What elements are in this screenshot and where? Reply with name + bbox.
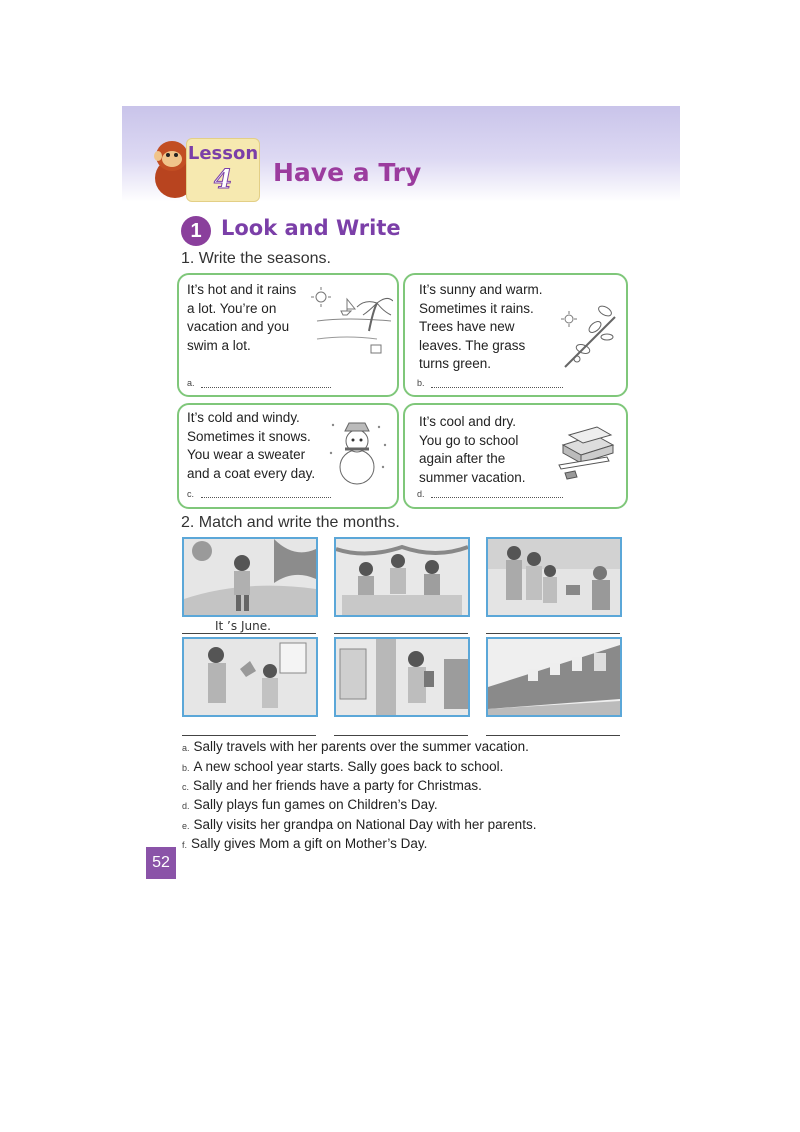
month-answer-line[interactable] — [182, 735, 316, 736]
sentence-letter: c. — [182, 782, 190, 792]
sentence-text: Sally gives Mom a gift on Mother’s Day. — [191, 836, 428, 851]
answer-blank-line[interactable] — [431, 497, 563, 498]
sentence-text: Sally plays fun games on Children’s Day. — [193, 797, 438, 812]
lesson-label: Lesson — [187, 143, 259, 164]
photo-national-day — [486, 537, 622, 617]
sentence-text: Sally travels with her parents over the summer vacation. — [193, 739, 529, 754]
sentence-letter: d. — [182, 801, 190, 811]
question-2-title: 2. Match and write the months. — [181, 514, 400, 531]
sentence-letter: f. — [182, 840, 188, 850]
photo-summer-travel — [486, 637, 622, 717]
answer-letter: c. — [187, 489, 195, 499]
answer-letter: a. — [187, 378, 195, 388]
section-number: 1 — [181, 216, 211, 246]
snowman-illustration-icon — [327, 417, 391, 487]
season-card-text: It’s sunny and warm. Sometimes it rains. Trees have new leaves. The grass turns green. — [419, 282, 543, 371]
sentence-item — [182, 778, 482, 793]
page-number: 52 — [146, 847, 176, 879]
sentence-text: Sally and her friends have a party for Christmas. — [193, 778, 482, 793]
photo-mothers-day — [182, 637, 318, 717]
photo-childrens-day — [182, 537, 318, 617]
answer-letter: b. — [417, 378, 425, 388]
season-card-text: It’s hot and it rains a lot. You’re on vacation and you swim a lot. — [187, 282, 297, 353]
spring-flowers-illustration-icon — [555, 297, 623, 373]
example-answer: It ’s June. — [215, 619, 271, 633]
section-title: Look and Write — [221, 216, 401, 240]
beach-illustration-icon — [307, 281, 393, 361]
season-card-text: It’s cold and windy. Sometimes it snows. You wear a sweater and a coat every day. — [187, 410, 316, 481]
season-card-c — [177, 403, 399, 509]
month-answer-line[interactable] — [182, 633, 316, 634]
sentence-text: A new school year starts. Sally goes back to school. — [193, 759, 504, 774]
sentence-item — [182, 836, 427, 851]
photo-school-starts — [334, 637, 470, 717]
sentence-item — [182, 739, 529, 754]
answer-letter: d. — [417, 489, 425, 499]
answer-blank-line[interactable] — [201, 387, 331, 388]
lesson-badge — [186, 138, 260, 202]
season-card-a — [177, 273, 399, 397]
school-supplies-illustration-icon — [555, 415, 621, 481]
sentence-letter: e. — [182, 821, 190, 831]
month-answer-line[interactable] — [334, 735, 468, 736]
sentence-item — [182, 797, 438, 812]
sentence-text: Sally visits her grandpa on National Day with her parents. — [193, 817, 537, 832]
month-answer-line[interactable] — [486, 633, 620, 634]
season-card-d — [403, 403, 628, 509]
season-card-b — [403, 273, 628, 397]
page-title: Have a Try — [273, 158, 422, 187]
question-1-title: 1. Write the seasons. — [181, 250, 331, 267]
answer-blank-line[interactable] — [201, 497, 331, 498]
lesson-number: 4 — [213, 165, 233, 195]
sentence-item — [182, 759, 503, 774]
answer-blank-line[interactable] — [431, 387, 563, 388]
sentence-letter: b. — [182, 763, 190, 773]
sentence-item — [182, 817, 536, 832]
month-answer-line[interactable] — [486, 735, 620, 736]
month-answer-line[interactable] — [334, 633, 468, 634]
photo-christmas-party — [334, 537, 470, 617]
season-card-text: It’s cool and dry. You go to school again after the summer vacation. — [419, 414, 526, 485]
sentence-letter: a. — [182, 743, 190, 753]
